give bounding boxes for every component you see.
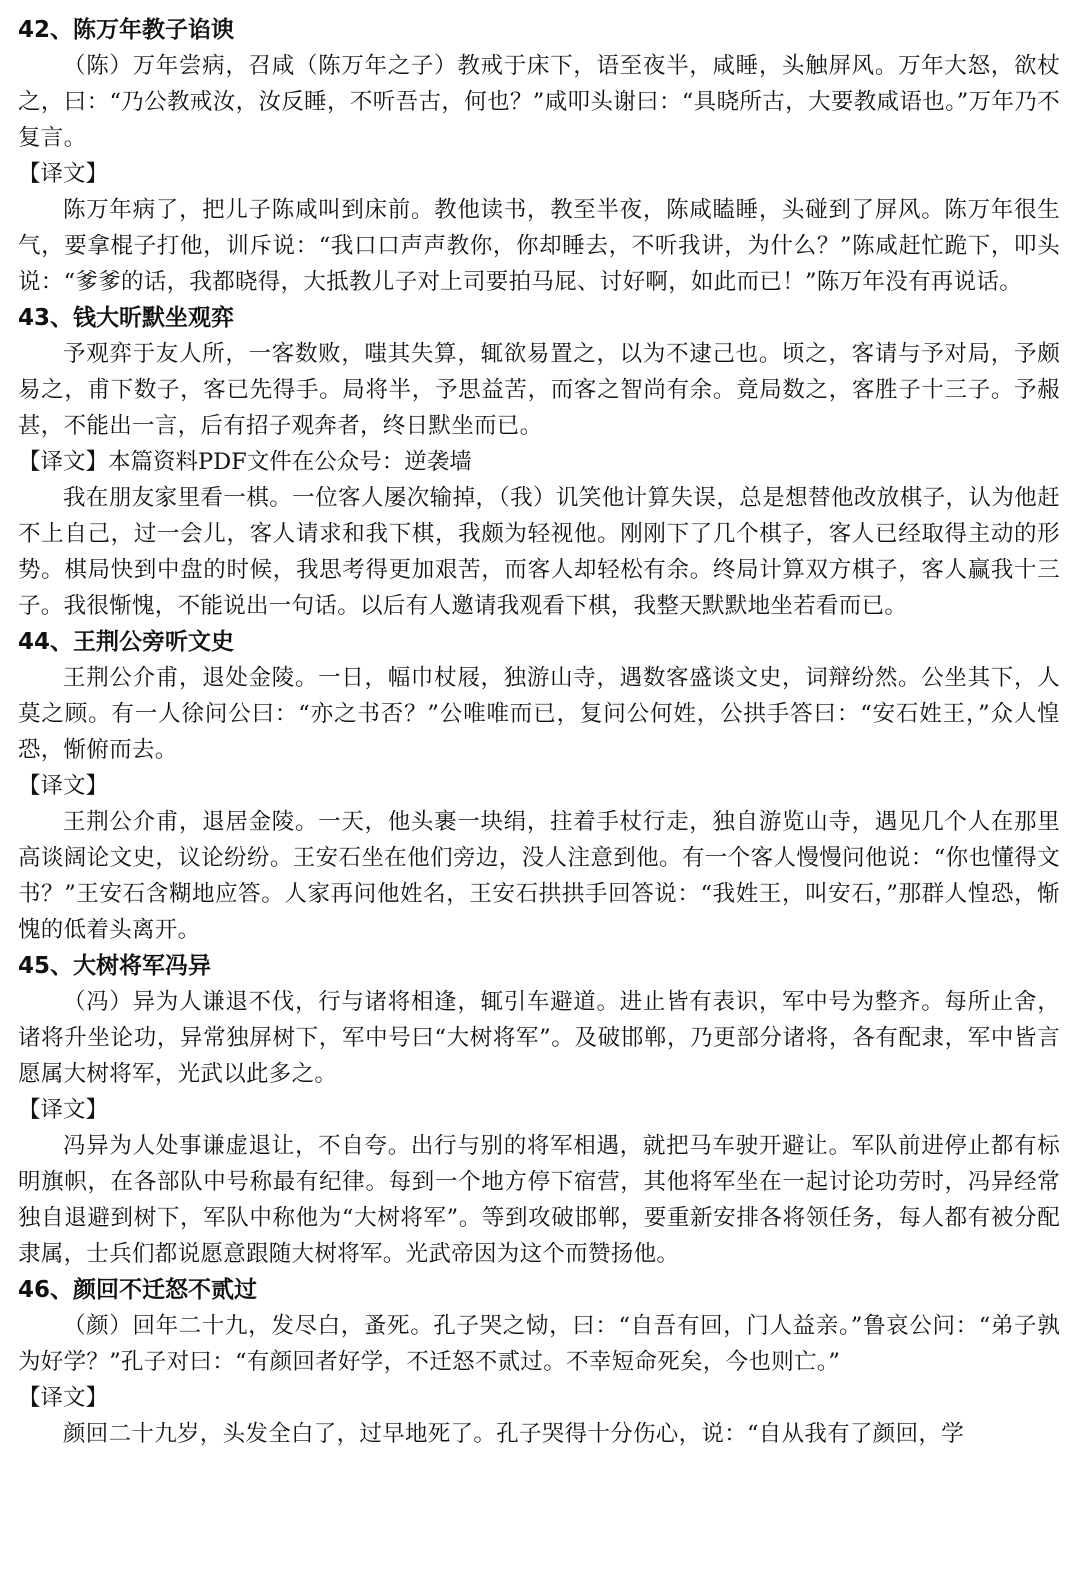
section-heading: 42、陈万年教子谄谀 xyxy=(18,17,235,43)
translation-label: 【译文】 xyxy=(18,1097,109,1123)
original-text: （颜）回年二十九，发尽白，蚤死。孔子哭之恸，曰：“自吾有回，门人益亲。”鲁哀公问：“弟子孰为好学？”孔子对曰：“有颜回者好学，不迁怒不贰过。不幸短命死矣，今也则亡。” xyxy=(18,1313,1060,1375)
original-text: （陈）万年尝病，召咸（陈万年之子）教戒于床下，语至夜半，咸睡，头触屏风。万年大怒，欲杖之，曰：“乃公教戒汝，汝反睡，不听吾古，何也？”咸叩头谢曰：“具晓所古，大要教咸语也。”万年乃不复言。 xyxy=(18,53,1060,151)
original-text: （冯）异为人谦退不伐，行与诸将相逢，辄引车避道。进止皆有表识，军中号为整齐。每所止舍，诸将升坐论功，异常独屏树下，军中号曰“大树将军”。及破邯郸，乃更部分诸将，各有配隶，军中皆言愿属大树将军，光武以此多之。 xyxy=(18,989,1060,1087)
section-46 xyxy=(18,1272,1060,1452)
translation-label: 【译文】本篇资料PDF文件在公众号：逆袭墙 xyxy=(18,449,472,475)
translation-text: 陈万年病了，把儿子陈咸叫到床前。教他读书，教至半夜，陈咸瞌睡，头碰到了屏风。陈万年很生气，要拿棍子打他，训斥说：“我口口声声教你，你却睡去，不听我讲，为什么？”陈咸赶忙跪下，叩头说：“爹爹的话，我都晓得，大抵教儿子对上司要拍马屁、讨好啊，如此而已！”陈万年没有再说话。 xyxy=(18,197,1060,295)
section-45 xyxy=(18,948,1060,1272)
section-heading: 43、钱大昕默坐观弈 xyxy=(18,305,235,331)
translation-text: 我在朋友家里看一棋。一位客人屡次输掉，（我）讥笑他计算失误，总是想替他改放棋子，认为他赶不上自己，过一会儿，客人请求和我下棋，我颇为轻视他。刚刚下了几个棋子，客人已经取得主动的形势。棋局快到中盘的时候，我思考得更加艰苦，而客人却轻松有余。终局计算双方棋子，客人赢我十三子。我很惭愧，不能说出一句话。以后有人邀请我观看下棋，我整天默默地坐若看而已。 xyxy=(18,485,1060,619)
translation-text: 冯异为人处事谦虚退让，不自夸。出行与别的将军相遇，就把马车驶开避让。军队前进停止都有标明旗帜，在各部队中号称最有纪律。每到一个地方停下宿营，其他将军坐在一起讨论功劳时，冯异经常独自退避到树下，军队中称他为“大树将军”。等到攻破邯郸，要重新安排各将领任务，每人都有被分配隶属，士兵们都说愿意跟随大树将军。光武帝因为这个而赞扬他。 xyxy=(18,1133,1060,1267)
translation-label: 【译文】 xyxy=(18,773,109,799)
section-43 xyxy=(18,300,1060,624)
translation-label: 【译文】 xyxy=(18,161,109,187)
section-44 xyxy=(18,624,1060,948)
translation-label: 【译文】 xyxy=(18,1385,109,1411)
translation-text: 颜回二十九岁，头发全白了，过早地死了。孔子哭得十分伤心，说：“自从我有了颜回，学 xyxy=(63,1421,965,1447)
section-heading: 45、大树将军冯异 xyxy=(18,953,212,979)
original-text: 王荆公介甫，退处金陵。一日，幅巾杖屐，独游山寺，遇数客盛谈文史，词辩纷然。公坐其下，人莫之顾。有一人徐问公曰：“亦之书否？”公唯唯而已，复问公何姓，公拱手答曰：“安石姓王，”众人惶恐，惭俯而去。 xyxy=(18,665,1060,763)
translation-text: 王荆公介甫，退居金陵。一天，他头裹一块绢，拄着手杖行走，独自游览山寺，遇见几个人在那里高谈阔论文史，议论纷纷。王安石坐在他们旁边，没人注意到他。有一个客人慢慢问他说：“你也懂得文书？”王安石含糊地应答。人家再问他姓名，王安石拱拱手回答说：“我姓王，叫安石，”那群人惶恐，惭愧的低着头离开。 xyxy=(18,809,1060,943)
original-text: 予观弈于友人所，一客数败，嗤其失算，辄欲易置之，以为不逮己也。顷之，客请与予对局，予颇易之，甫下数子，客已先得手。局将半，予思益苦，而客之智尚有余。竟局数之，客胜子十三子。予赧甚，不能出一言，后有招子观奔者，终日默坐而已。 xyxy=(18,341,1060,439)
section-42 xyxy=(18,12,1060,300)
section-heading: 46、颜回不迁怒不贰过 xyxy=(18,1277,258,1303)
section-heading: 44、王荆公旁听文史 xyxy=(18,629,235,655)
